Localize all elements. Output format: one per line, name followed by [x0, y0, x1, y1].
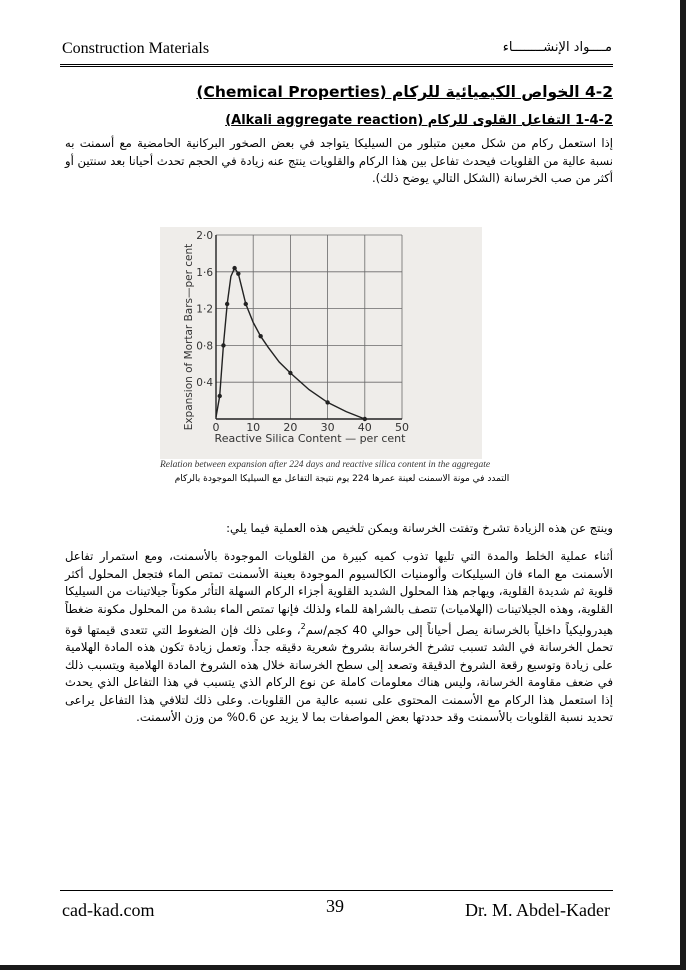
footer-rule [60, 890, 613, 891]
paragraph-2-part-b: ، وعلى ذلك فإن الضغوط التي تتعدى قيمتها قوة تحمل الخرسانة في الشد تسبب تشرخ الخرسانة بشروخ شعرية دقيقه جداً. وتعمل زيادة تكون هذه المادة الهلامية على زيادة وتوسيع رقعة الشروخ الدقيقة وتصعد إلى سطح الخرسانة خلال هذه الشروخ المادة الهلامية ويتسبب ذلك في ضعف مقاومة الخرسانة، وليس هناك معلومات كاملة عن نوع الركام الذي يتسبب في هذا التفاعل الذي يحدث إذا استعمل هذا الركام مع الأسمنت المحتوى على نسبه عالية من القلويات. وعلى ذلك لتلافي هذا التفاعل يراعى تحديد نسبة القلويات بالأسمنت وقد حددتها بعض المواصفات بما لا يزيد عن 0.6% من وزن الأسمنت. [65, 622, 613, 725]
footer-author: Dr. M. Abdel-Kader [465, 900, 610, 920]
page-header [62, 40, 612, 62]
chart-data-point [244, 302, 248, 306]
chart-y-tick-label: 1·6 [196, 266, 213, 279]
chart-y-tick-label: 0·8 [196, 340, 213, 353]
page-number: 39 [326, 896, 344, 916]
chart-x-tick-label: 40 [357, 421, 372, 434]
chart-x-tick-label: 30 [320, 421, 335, 434]
paragraph-1: إذا استعمل ركام من شكل معين متبلور من السيليكا يتواجد في بعض الصخور البركانية الحامضية مع أسمنت به نسبة عالية من القلويات فيحدث تفاعل بين هذا الركام والقلويات ينتج عنه زيادة في الحجم تحدث أحيانا بعد سنتين أو أكثر من صب الخرسانة (الشكل التالي يوضح ذلك). [65, 136, 613, 185]
chart-data-point [221, 343, 225, 347]
chart-x-tick-label: 10 [246, 421, 261, 434]
header-rule [60, 64, 613, 67]
chart-data-point [236, 271, 240, 275]
subsection-title: 1-4-2 التفاعل القلوى للركام (Alkali aggregate reaction) [225, 113, 613, 128]
chart-y-tick-label: 1·2 [196, 303, 213, 316]
paragraph-2-superscript: 2 [300, 622, 306, 631]
header-arabic-title: مــــواد الإنشــــــــاء [502, 40, 612, 55]
chart-x-label: Reactive Silica Content — per cent [214, 432, 406, 445]
section-title: 4-2 الخواص الكيميائية للركام (Chemical Properties) [196, 83, 613, 101]
expansion-chart [160, 227, 482, 459]
chart-data-point [363, 417, 367, 421]
footer-website: cad-kad.com [62, 900, 155, 920]
figure-caption-arabic: التمدد في مونة الاسمنت لعينة عمرها 224 يوم نتيجة التفاعل مع السيليكا الموجودة بالركام [174, 474, 510, 484]
figure-caption-english: Relation between expansion after 224 days and reactive silica content in the aggregate [160, 460, 491, 470]
chart-data-point [225, 302, 229, 306]
paragraph-2 [65, 548, 613, 727]
chart-y-tick-label: 0·4 [196, 377, 213, 390]
page-edge-shadow-right [680, 0, 686, 970]
chart-y-tick-label: 2·0 [196, 230, 213, 242]
chart-x-tick-label: 0 [212, 421, 220, 434]
chart-x-tick-label: 20 [283, 421, 298, 434]
page-edge-shadow-bottom [0, 965, 686, 970]
chart-data-point [258, 334, 262, 338]
paragraph-intro-2: وينتج عن هذه الزيادة تشرخ وتفتت الخرسانة ويمكن تلخيص هذه العملية فيما يلي: [226, 521, 613, 535]
chart-y-label: Expansion of Mortar Bars—per cent [183, 243, 195, 431]
chart-x-tick-label: 50 [395, 421, 409, 434]
chart-data-point [325, 400, 329, 404]
header-book-title: Construction Materials [62, 40, 210, 57]
chart-data-point [288, 371, 292, 375]
expansion-chart-figure [160, 227, 482, 459]
chart-data-point [218, 394, 222, 398]
paragraph-2-part-a: أثناء عملية الخلط والمدة التي تليها تذوب كميه كبيرة من القلويات الموجودة بالأسمنت، ومع استمرار تفاعل الأسمنت مع الماء فان السيليكات وألومنيات الكالسيوم الموجودة بعينة الأسمنت تمتص الماء فتجعل المحلول أكثر قلوية ثم شديدة القلوية، ويهاجم هذا المحلول الشديد القلوية أجزاء الركام السهلة التأثر مكوناً جيلاتينات من السيليكا القلوية، وهذه الجيلاتينات (الهلاميات) تتصف بالشراهة للماء ولذلك فإنها تمتص الماء بشدة من المحلول مكونة ضغطاً هيدروليكياً داخلياً بالخرسانة يصل أحياناً إلى حوالي 40 كجم/سم [65, 549, 614, 637]
chart-data-point [232, 266, 236, 270]
